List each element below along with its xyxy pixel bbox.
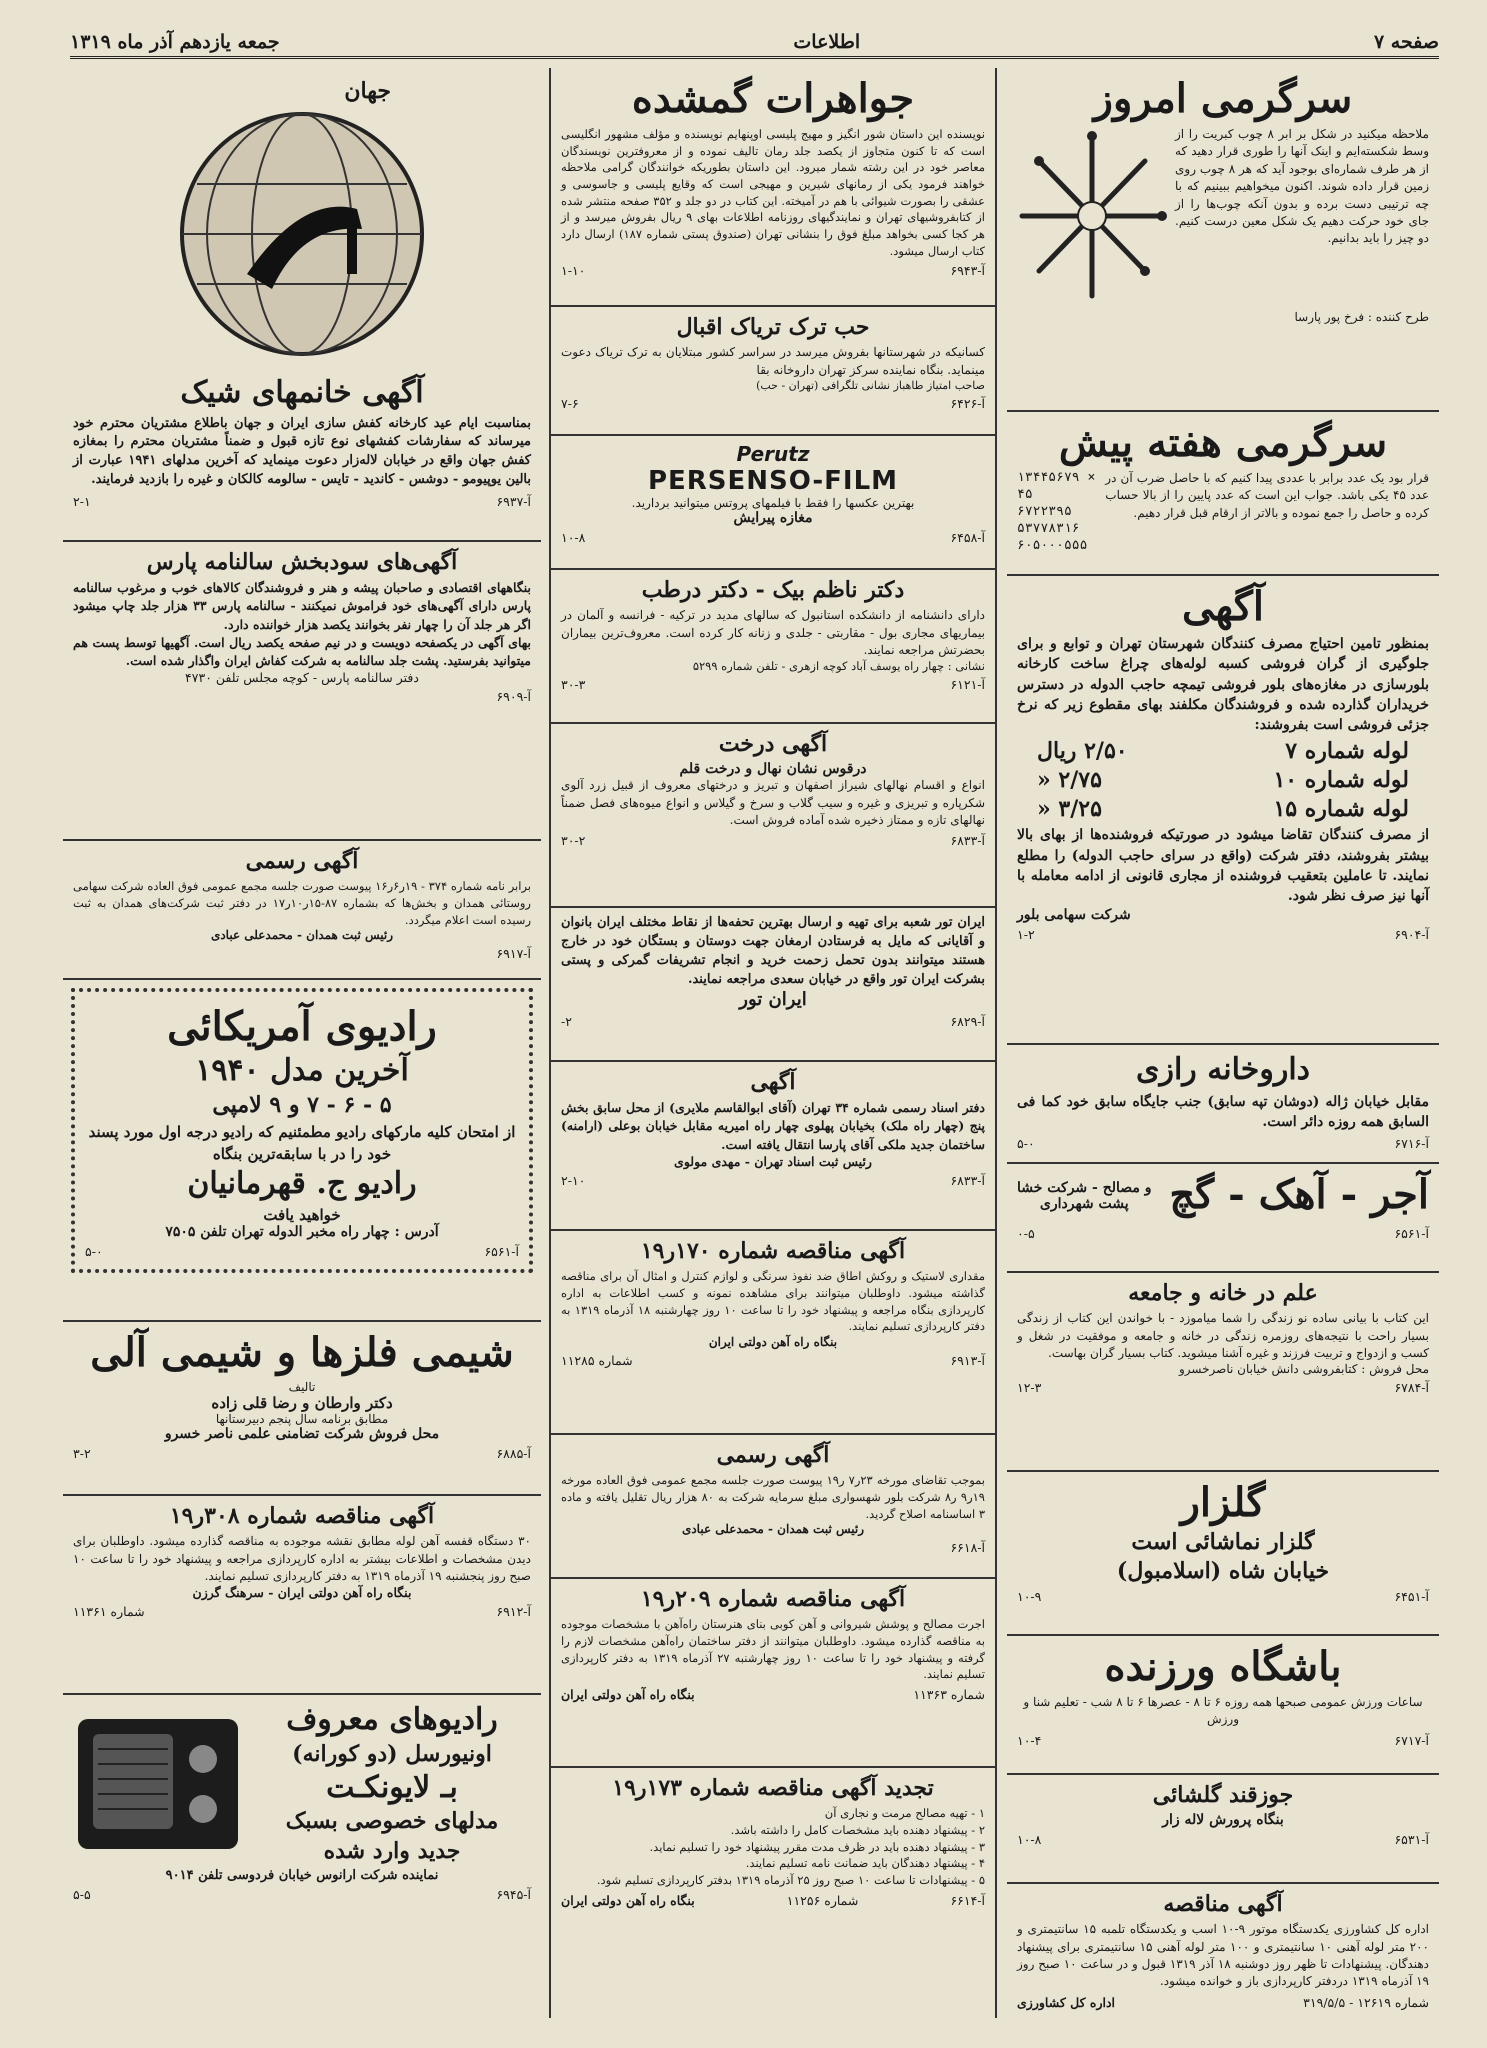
notary-sign: رئیس ثبت اسناد تهران - مهدی مولوی — [674, 1153, 872, 1169]
ad-code: آ-۶۸۳۳ — [950, 833, 985, 849]
ad-code: آ-۶۷۱۷ — [1394, 1732, 1429, 1748]
radios2-footer: نماینده شرکت ارانوس خیابان فردوسی تلفن ۹۰۱۴ — [165, 1867, 439, 1883]
irantour-sign: ایران تور — [739, 989, 807, 1011]
perutz-body: بهترین عکسها را فقط با فیلمهای پروتس میتوانید بردارید. — [631, 496, 915, 510]
tender-209 — [551, 1579, 995, 1768]
notary-ad — [551, 1062, 995, 1231]
ad-ref — [85, 1244, 519, 1259]
ad-code: شماره ۱۱۳۶۳ — [913, 1686, 985, 1702]
ad-ref — [1017, 1226, 1429, 1241]
perutz-logo: Perutz — [736, 442, 810, 466]
irantour-body: ایران تور شعبه برای تهیه و ارسال بهترین تحفه‌ها از نقاط مختلف ایران بانوان و آقایانی که مایل به فرستادن ارمغان جهت دوستان و بستگان خود در خارج هستند میتوانند بدون تحمل زحمت خرید و انجام تشریفات گمرکی و پستی بشرکت ایران تور واقع در خیابان سعدی مراجعه نمایند. — [561, 915, 985, 987]
price-row — [1037, 767, 1409, 793]
ad-ref — [1017, 1380, 1429, 1395]
tender-item: ۳ - پیشنهاد دهنده باید در ظرف مدت مقرر پیشنهاد خود را تسلیم نماید. — [649, 1839, 985, 1854]
golzar-line1: گلزار نماشائی است — [1131, 1529, 1315, 1555]
radio-title: رادیوی آمریکائی — [167, 1003, 437, 1050]
ad-code: آ-۶۶۱۸ — [950, 1540, 985, 1556]
left-column — [63, 68, 541, 2018]
ad-code: آ-۶۹۰۹ — [496, 688, 531, 704]
tender-170-title: آگهی مناقصه شماره ۱۷۰ر۱۹ — [640, 1238, 906, 1264]
shoes-title: آگهی خانمهای شیک — [180, 375, 424, 410]
radio-body: از امتحان کلیه مارکهای رادیو مطمئنیم که رادیو درجه اول مورد پسند خود را در با سابقه‌ترین بنگاه — [88, 1122, 516, 1163]
chemistry-note: مطابق برنامه سال پنجم دبیرستانها — [215, 1412, 389, 1426]
doctor-ad — [551, 570, 995, 724]
ad-ref — [73, 1887, 531, 1902]
ad-ref — [561, 1687, 985, 1702]
ad-ref — [1017, 927, 1429, 942]
ad-run: ۱۰-۹ — [1017, 1588, 1042, 1604]
puzzle-week-body: قرار بود یک عدد برابر با عددی پیدا کنیم که با حاصل ضرب آن در عدد ۴۵ یکی باشد. جواب این است که عدد پایین را از بالا حساب کرده و حاصل را جمع نموده و بالاتر از ارقام قبل قرار دهیم. — [1105, 471, 1429, 520]
ad-code: شماره ۱۲۶۱۹ - ۳۱۹/۵/۵ — [1303, 1994, 1429, 2010]
radio-find: خواهید یافت — [263, 1205, 341, 1224]
ad-code: آ-۶۹۰۴ — [1394, 926, 1429, 942]
shoes-body: بمناسبت ایام عید کارخانه کفش سازی ایران و جهان باطلاع مشتریان محترم خود میرساند که سفارشات کفشهای نوع تازه قبول و ضمناً مشتریان محترم را بمغازه کفش جهان واقع در خیابان لاله‌زار دعوت مینماید که آخرین مدلهای ۱۹۴۱ عبارت از بالین یوپیومو - دوشس - کاندید - تایس - سالومه کالکان و غیره را بازدید فرمایند. — [73, 415, 531, 488]
page-number: صفحه ۷ — [1373, 31, 1439, 53]
ad-run: ۵-۵ — [73, 1886, 91, 1902]
tender-item: ۲ - پیشنهاد دهنده باید مشخصات کامل را داشته باشد. — [730, 1822, 985, 1837]
price-value: ۲/۵۰ ریال — [1037, 738, 1128, 765]
opium-pills-ad — [551, 307, 995, 436]
ad-run: ۲- — [561, 1014, 572, 1030]
tender-item: ۵ - پیشنهادات تا ساعت ۱۰ صبح روز ۲۵ آذرماه ۱۳۱۹ بدفتر کارپردازی تسلیم شود. — [596, 1872, 985, 1887]
ad-run: ۳۰-۳ — [561, 677, 586, 693]
tender-308-body: ۳۰ دستگاه قفسه آهن لوله مطابق نقشه موجوده به مناقصه گذارده میشود. داوطلبان برای دیدن مشخصات و اطلاعات بیشتر به اداره کارپردازی مراجعه و پیشنهاد خود را تا ساعت ۱۰ صبح روز پنجشنبه ۱۹ آذرماه ۱۳۱۹ به دفتر کارپردازی تسلیم نمایند. — [73, 1534, 531, 1584]
ad-code: آ-۶۴۵۸ — [950, 530, 985, 545]
ad-ref — [1017, 1136, 1429, 1151]
globe-shoe-icon — [152, 74, 452, 374]
ad-run: شماره ۱۱۲۵۶ — [786, 1892, 859, 1908]
gardens-subtitle: بنگاه پرورش لاله زار — [1162, 1812, 1284, 1829]
universal-radios-ad — [63, 1695, 541, 1908]
perutz-product: PERSENSO-FILM — [647, 466, 899, 496]
ad-ref — [561, 677, 985, 692]
puzzle-week — [1007, 412, 1439, 576]
radio-tubes: ۵ - ۶ - ۷ و ۹ لامپی — [212, 1091, 392, 1118]
ad-ref — [1017, 1832, 1429, 1847]
ad-run: ۷-۶ — [561, 396, 579, 412]
chemistry-by: تالیف — [288, 1380, 316, 1394]
chemistry-seller: محل فروش شرکت تضامنی علمی ناصر خسرو — [164, 1426, 440, 1442]
golzar-ad — [1007, 1472, 1439, 1636]
puzzle-number: ۶۰۵۰۰۰۵۵۵ — [1017, 537, 1088, 553]
trees-ad — [551, 724, 995, 908]
almanac-body: بنگاههای اقتصادی و صاحبان پیشه و هنر و فروشندگان کالاهای خوب و مرغوب سالنامه پارس دارای آگهی‌های خود فراموش نمیکنند - سالنامه پارس ۳۳ هزار جلد چاپ میشود اگر هر جلد آن را چهار نفر بخوانند یکصد هزار خواننده دارد. — [73, 580, 531, 632]
perutz-shop: مغازه پیرایش — [733, 510, 813, 526]
ad-code: آ-۶۹۳۷ — [496, 493, 531, 509]
puzzle-number: ۱۳۴۴۵۶۷۹ × — [1017, 470, 1096, 485]
ad-ref — [561, 1540, 985, 1555]
official-notice-2 — [63, 841, 541, 980]
official-notice — [551, 1435, 995, 1579]
puzzle-number: ۵۳۷۷۸۳۱۶ — [1017, 520, 1080, 536]
official2-body: برابر نامه شماره ۳۷۴ - ۱۹ر۶ر۱۶ پیوست صورت جلسه مجمع عمومی فوق العاده شرکت سهامی روستائی همدان و بخش‌ها که بشماره ۸۷-۱۵ر۱۰ر۱۷ در دفتر ثبت شرکت‌های همدان به ثبت رسیده است اعلام میگردد. — [73, 879, 531, 927]
chemistry-title: شیمی فلزها و شیمی آلی — [90, 1329, 514, 1376]
official-sign: رئیس ثبت همدان - محمدعلی عبادی — [681, 1522, 865, 1537]
ad-code: آ-۶۹۴۵ — [496, 1886, 531, 1902]
trees-subtitle: درقوس نشان نهال و درخت قلم — [679, 761, 867, 778]
ad-code: آ-۶۷۱۶ — [1394, 1136, 1429, 1152]
pharmacy-title: داروخانه رازی — [1135, 1052, 1311, 1087]
almanac-prices: بهای آگهی در یکصفحه دویست و در نیم صفحه یکصد ریال است. آگهیها توسط پست هم میتوانید بفرستید. پشت جلد سالنامه به شرکت کفاش ایران واگذار شده است. — [73, 634, 531, 668]
bricks-title: آجر - آهک - گچ — [1169, 1171, 1429, 1218]
ad-ref — [73, 946, 531, 961]
ad-code: آ-۶۵۶۱ — [484, 1243, 519, 1259]
ad-ref — [561, 263, 985, 278]
tender-173-items — [561, 1805, 985, 1888]
ad-run: ۱۰-۸ — [1017, 1832, 1042, 1848]
ad-ref — [1017, 1995, 1429, 2010]
issue-date: جمعه یازدهم آذر ماه ۱۳۱۹ — [70, 31, 280, 53]
ad-ref — [73, 1604, 531, 1619]
ad-ref — [561, 1893, 985, 1908]
perutz-film-ad — [551, 436, 995, 570]
tender-170-sign: بنگاه راه آهن دولتی ایران — [708, 1334, 838, 1349]
ad-run: ۰-۵ — [1017, 1226, 1035, 1241]
ad-ref — [561, 1353, 985, 1368]
notice-footer: از مصرف کنندگان تقاضا میشود در صورتیکه فروشنده‌ها از بهای بالا بیشتر بفروشند، دفتر شرکت (واقع در سرای حاجب الدوله) را مطلع نمایند. تا عاملین بتعقیب فروشنده از مجاری قانونی از ادامه معامله با آنها نیز صرف نظر شود. — [1017, 827, 1429, 905]
irantour-ad — [551, 908, 995, 1062]
official-body: بموجب تقاضای مورخه ۲۳ر۷ ر۱۹ پیوست صورت جلسه مجمع عمومی فوق العاده مورخه ۱۹ر۹ ر۸ شرکت بلور شهسواری مبلغ سرمایه شرکت به ۸۰ هزار ریال تقلیل یافته و ماده ۳ اساسنامه اصلاح گردید. — [561, 1473, 985, 1521]
pills-body: کسانیکه در شهرستانها بفروش میرسد در سراسر کشور مبتلایان به ترک تریاک دعوت مینماید. بنگاه نماینده سرکز تهران داروخانه بقا — [561, 345, 985, 377]
puzzle-number: ۶۷۲۲۳۹۵ — [1017, 503, 1072, 519]
ad-run: شماره ۱۱۳۶۱ — [73, 1604, 145, 1620]
tender-170 — [551, 1231, 995, 1435]
book-seller: محل فروش : کتابفروشی دانش خیابان ناصرخسرو — [1178, 1362, 1429, 1377]
jewels-title: جواهرات گمشده — [631, 75, 915, 122]
lost-jewels-ad — [551, 68, 995, 307]
puzzle-week-numbers — [1017, 470, 1095, 554]
ad-run: ۳-۲ — [73, 1446, 91, 1461]
ad-code: آ-۶۹۴۳ — [950, 263, 985, 279]
ad-code: آ-۶۹۱۲ — [496, 1604, 531, 1620]
notary-body: دفتر اسناد رسمی شماره ۳۴ تهران (آقای ابوالقاسم ملایری) از محل سابق بخش پنج (چهار راه ملک) بخیابان پهلوی چهار راه امیریه مقابل خیابان بوعلی (ارامنه) ساختمان جدید ملکی آقای پارسا انتقال یافته است. — [561, 1100, 985, 1152]
tender-170-body: مقداری لاستیک و روکش اطاق ضد نفوذ سرنگی و لوازم کنترل و امثال آن برای مناقصه گذاشته میشود. داوطلبان میتوانند برای مشاهده نمونه و کسب اطلاعات به اداره کارپردازی بنگاه مراجعه و پیشنهاد خود را تا ساعت ۱۰ روز چهارشنبه ۱۸ آذرماه ۱۳۱۹ به دفتر کارپردازی تسلیم نمایند. — [561, 1269, 985, 1334]
ad-ref — [561, 1014, 985, 1029]
shoes-logo-text: جهان — [344, 78, 391, 104]
official-title: آگهی رسمی — [716, 1442, 830, 1468]
puzzle-number: ۴۵ — [1017, 486, 1033, 502]
ad-ref — [1017, 1733, 1429, 1748]
page-header — [70, 28, 1439, 59]
ad-ref — [561, 833, 985, 848]
tender-sign: اداره کل کشاورزی — [1017, 1994, 1116, 2010]
radio-set-icon — [73, 1709, 243, 1859]
radio-frame — [71, 988, 533, 1273]
ad-run: ۱-۱۰ — [561, 263, 586, 279]
ad-code: آ-۶۹۱۳ — [950, 1352, 985, 1368]
pills-note: صاحب امتیاز طاهباز نشانی تلگرافی (تهران - حب) — [756, 379, 985, 393]
official2-title: آگهی رسمی — [245, 848, 359, 874]
ad-run: ۳۰-۲ — [561, 833, 586, 849]
ad-code: آ-۶۸۳۳ — [950, 1172, 985, 1188]
tender-308-sign: بنگاه راه آهن دولتی ایران - سرهنگ گرزن — [192, 1585, 412, 1601]
puzzle-today-title: سرگرمی امروز — [1093, 75, 1353, 122]
ad-run: ۱۲-۳ — [1017, 1380, 1042, 1396]
ad-code: آ-۶۸۲۹ — [950, 1014, 985, 1030]
radios2-line1: رادیوهای معروف — [286, 1702, 498, 1737]
ad-code: آ-۶۷۸۴ — [1394, 1380, 1429, 1396]
tender-308 — [63, 1496, 541, 1695]
bricks-address: پشت شهرداری — [1039, 1196, 1129, 1212]
ad-code: آ-۶۶۱۴ — [950, 1892, 985, 1908]
ad-code: آ-۶۴۲۶ — [950, 396, 985, 412]
notice-lamp-prices — [1007, 576, 1439, 1045]
ad-run: شماره ۱۱۲۸۵ — [561, 1352, 633, 1368]
tender-body: اداره کل کشاورزی یکدستگاه موتور ۹-۱۰ اسب و یکدستگاه تلمبه ۱۵ سانتیمتری و ۲۰۰ متر لوله آهنی ۱۰ سانتیمتری و ۱۰۰ متر لوله آهنی ۱۵ سانتیمتری برای پیشنهاد دهندگان. پیشنهادات تا ظهر روز دوشنبه ۱۸ آذر ۱۳۱۹ قبول و در ساعت ۱۰ صبح روز ۱۹ آذرماه ۱۳۱۹ دردفتر کارپردازی باز و خوانده میشود. — [1017, 1922, 1429, 1989]
notice-title: آگهی — [1182, 583, 1264, 630]
club-title: باشگاه ورزنده — [1104, 1643, 1342, 1690]
almanac-title: آگهی‌های سودبخش سالنامه پارس — [146, 549, 458, 575]
puzzle-today-credit: طرح کننده : فرخ پور پارسا — [1294, 310, 1429, 324]
ad-ref — [73, 1446, 531, 1461]
chemistry-book-ad — [63, 1322, 541, 1496]
ad-ref — [73, 689, 531, 704]
doctor-address: نشانی : چهار راه یوسف آباد کوچه ازهری - تلفن شماره ۵۲۹۹ — [692, 659, 985, 674]
ad-ref — [73, 494, 531, 509]
chemistry-authors: دکتر وارطان و رضا قلی زاده — [211, 1394, 393, 1412]
ad-code: آ-۶۹۱۷ — [496, 946, 531, 962]
radios2-line2: اونیورسل (دو کورانه) — [292, 1740, 492, 1767]
agriculture-tender — [1007, 1884, 1439, 2016]
radio-american-ad — [63, 980, 541, 1322]
paper-name: اطلاعات — [793, 31, 861, 53]
trees-body: انواع و اقسام نهالهای شیراز اصفهان و تبریز و درختهای معروف از قبیل زرد آلوی شکرپاره و تبریزی و غیره و سیب گلاب و سرخ و گیلاس و انواع میوه‌های فصل ضمناً نهالهای تازه و ممتاز ذخیره شده آماده فروش است. — [561, 778, 985, 828]
shoes-ad — [63, 68, 541, 542]
book-ad — [1007, 1273, 1439, 1472]
radio-address: آدرس : چهار راه مخبر الدوله تهران تلفن ۷۵۰۵ — [165, 1223, 439, 1240]
almanac-ad — [63, 542, 541, 841]
official2-sign: رئیس ثبت همدان - محمدعلی عبادی — [210, 928, 394, 943]
right-column — [1007, 68, 1439, 2018]
ad-code: آ-۶۵۶۱ — [1394, 1226, 1429, 1241]
middle-column — [549, 68, 997, 2018]
gardens-title: جوزقند گلشائی — [1152, 1782, 1294, 1808]
puzzle-week-title: سرگرمی هفته پیش — [1058, 419, 1388, 466]
pharmacy-razi — [1007, 1045, 1439, 1164]
ad-ref — [561, 1173, 985, 1188]
ad-run: ۱-۲ — [1017, 926, 1035, 942]
price-row — [1037, 738, 1409, 764]
trees-title: آگهی درخت — [718, 731, 828, 757]
ad-run: ۲-۱ — [73, 493, 91, 509]
tender-173-sign: بنگاه راه آهن دولتی ایران — [561, 1892, 695, 1908]
globe-figure — [73, 74, 531, 374]
notary-title: آگهی — [750, 1069, 796, 1095]
tender-173 — [551, 1768, 995, 1914]
tender-title: آگهی مناقصه — [1163, 1891, 1283, 1917]
radio-company: رادیو ج. قهرمانیان — [187, 1166, 417, 1202]
ad-ref — [1017, 1589, 1429, 1604]
notice-body: بمنظور تامین احتیاج مصرف کنندگان شهرستان تهران و توابع و برای جلوگیری از گران فروشی کسبه لوله‌های چراغ ساخت کارخانه بلورسازی در مغازه‌های بلور فروشی تیمچه حاجب الدوله در دسترس خریداران گذارده شده و فروشندگان مکلفند بهای مقطوع زیر که نرخ جزئی فروشی است بفروشند: — [1017, 636, 1429, 734]
golzar-title: گلزار — [1180, 1479, 1266, 1526]
ad-run: ۲-۱۰ — [561, 1172, 586, 1188]
tender-209-body: اجرت مصالح و پوشش شیروانی و آهن کوبی بنای هنرستان راه‌آهن با مشخصات موجوده به مناقصه گذارده میشود. داوطلبان میتوانند از دفتر ساختمان راه‌آهن مشخصات لازم را گرفته و پیشنهاد خود را تا ساعت ۱۰ روز چهارشنبه ۲۷ آذرماه ۱۳۱۹ به دفتر کارپردازی تسلیم نمایند. — [561, 1617, 985, 1682]
club-ad — [1007, 1636, 1439, 1775]
price-item: لوله شماره ۱۰ — [1273, 767, 1409, 794]
price-value: ۳/۲۵ « — [1037, 796, 1102, 823]
pills-title: حب ترک تریاک اقبال — [676, 314, 870, 340]
ad-run: ۵-۰ — [85, 1243, 103, 1259]
ad-code: آ-۶۸۸۵ — [496, 1446, 531, 1461]
ad-ref — [561, 530, 985, 545]
radios2-line3: بـ لایونکـت — [326, 1769, 458, 1805]
ad-ref — [561, 396, 985, 411]
radios2-line4: مدلهای خصوصی بسبک — [285, 1808, 499, 1835]
ad-run: ۱۰-۴ — [1017, 1732, 1042, 1748]
radio-subtitle: آخرین مدل ۱۹۴۰ — [195, 1053, 409, 1088]
tender-item: ۱ - تهیه مصالح مرمت و نجاری آن — [824, 1806, 985, 1821]
tender-308-title: آگهی مناقصه شماره ۳۰۸ر۱۹ — [169, 1503, 435, 1529]
bricks-ad — [1007, 1164, 1439, 1273]
tender-209-sign: بنگاه راه آهن دولتی ایران — [561, 1686, 695, 1702]
club-body: ساعات ورزش عمومی صبحها همه روزه ۶ تا ۸ - عصرها ۶ تا ۸ شب - تعلیم شنا و ورزش — [1023, 1695, 1423, 1727]
jewels-body: نویسنده این داستان شور انگیز و مهیج پلیسی اوپنهایم نویسنده و مؤلف مشهور انگلیسی است که تا کنون متجاوز از یکصد جلد رمان تالیف نموده و از معروفترین نویسندگان معاصر خود در این رشته شمار میرود. این داستان بطوریکه خوانندگان گرامی ملاحظه خواهند فرمود یکی از رمانهای شیرین و مهیجی است که وقایع پلیسی و جاسوسی و عشقی را بصورت شیوائی با هم در آمیخته. این کتاب در دو جلد و ۳۵۲ صفحه منتشر شده از کتابفروشیهای تهران و نمایندگیهای روزنامه اطلاعات بهای ۹ ریال بفروش میرسد و از هر کجا کسی بخواهد مبلغ فوق را بنشانی تهران (صندوق پستی شماره ۱۸۷) ارسال دارد کتاب ارسال میشود. — [561, 127, 986, 258]
radios2-line5: جدید وارد شده — [323, 1837, 461, 1864]
bricks-subtitle: و مصالح - شرکت خشا — [1017, 1180, 1152, 1196]
doctor-title: دکتر ناظم بیک - دکتر درطب — [641, 577, 905, 603]
tender-209-title: آگهی مناقصه شماره ۲۰۹ر۱۹ — [640, 1586, 906, 1612]
puzzle-today — [1007, 68, 1439, 412]
ad-run: ۱۰-۸ — [561, 530, 586, 545]
ad-code: آ-۶۵۳۱ — [1394, 1832, 1429, 1848]
almanac-office: دفتر سالنامه پارس - کوچه مجلس تلفن ۴۷۳۰ — [185, 669, 419, 685]
price-item: لوله شماره ۱۵ — [1273, 796, 1409, 823]
tender-item: ۴ - پیشنهاد دهندگان باید ضمانت نامه تسلیم نمایند. — [745, 1856, 985, 1871]
book-body: این کتاب با بیانی ساده نو زندگی را شما میاموزد - با خواندن این کتاب از زندگی بسیار راحت با نتیجه‌های روزمره زندگی در خانه و جامعه و موفقیت در شغل و کسب و ازدواج و تربیت فرزند و غیره آشنا میشوید. کتاب بسیار گران بهاست. — [1017, 1311, 1429, 1361]
book-title: علم در خانه و جامعه — [1128, 1280, 1318, 1306]
price-row — [1037, 796, 1409, 822]
ad-code: آ-۶۴۵۱ — [1394, 1588, 1429, 1604]
ad-run: ۵-۰ — [1017, 1136, 1035, 1152]
golzar-line2: خیابان شاه (اسلامبول) — [1116, 1558, 1330, 1585]
ad-code: آ-۶۱۲۱ — [950, 677, 985, 693]
pharmacy-body: مقابل خیابان ژاله (دوشان تپه سابق) جنب جایگاه سابق خود کما فی السابق همه روزه دائر است. — [1017, 1093, 1429, 1130]
matchstick-star-icon — [1017, 126, 1167, 306]
doctor-body: دارای دانشنامه از دانشکده استانبول که سالهای مدید در ترکیه - فرانسه و آلمان در بیماریهای مجاری بول - مقاربتی - جلدی و زنانه کار کرده است. معروف‌ترین بیماران بحضرتش مراجعه نمایند. — [561, 608, 985, 658]
puzzle-today-body: ملاحظه میکنید در شکل بر ابر ۸ چوب کبریت را از وسط شکسته‌ایم و اینک آنها را طوری قرار دهید که از هر طرف شماره‌ای بوجود آید که هر ۸ چوب روی زمین قرار داده شوند. اکنون میخواهیم ببینیم که با چه ترتیبی دست برده و بدون آنکه چوب‌ها را از جای خود حرکت دهیم یک شکل معین درست کنیم. دو چیز را باید بدانیم. — [1175, 127, 1429, 246]
tender-173-title: تجدید آگهی مناقصه شماره ۱۷۳ر۱۹ — [612, 1775, 934, 1801]
notice-signature: شرکت سهامی بلور — [1017, 906, 1131, 923]
price-item: لوله شماره ۷ — [1285, 738, 1409, 765]
price-value: ۲/۷۵ « — [1037, 767, 1102, 794]
gardens-ad — [1007, 1775, 1439, 1884]
